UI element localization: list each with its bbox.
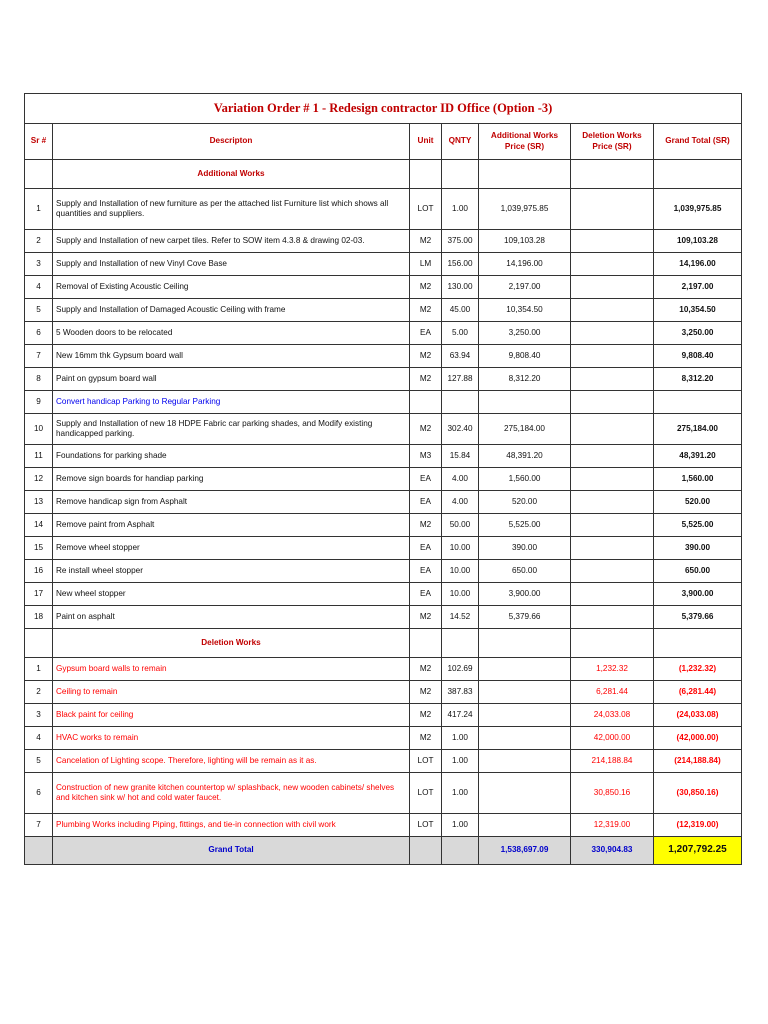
table-row — [25, 230, 742, 253]
row-unit: M2 — [410, 514, 442, 537]
row-additional-price: 390.00 — [479, 537, 571, 560]
table-row — [25, 322, 742, 345]
row-deletion-price — [571, 322, 654, 345]
row-additional-price — [479, 681, 571, 704]
document-title: Variation Order # 1 - Redesign contractor ID Office (Option -3) — [25, 94, 742, 124]
row-additional-price: 14,196.00 — [479, 253, 571, 276]
total-additional: 1,538,697.09 — [479, 837, 571, 865]
row-sr: 5 — [25, 299, 53, 322]
row-sr: 14 — [25, 514, 53, 537]
row-description: Cancelation of Lighting scope. Therefore, lighting will be remain as it as. — [53, 750, 410, 773]
row-qty: 1.00 — [442, 727, 479, 750]
row-deletion-price — [571, 253, 654, 276]
row-qty — [442, 391, 479, 414]
header-description: Descripton — [53, 124, 410, 160]
row-description: HVAC works to remain — [53, 727, 410, 750]
row-grand-total: 9,808.40 — [654, 345, 742, 368]
row-additional-price: 10,354.50 — [479, 299, 571, 322]
row-grand-total: 1,560.00 — [654, 468, 742, 491]
row-sr: 3 — [25, 704, 53, 727]
table-row — [25, 514, 742, 537]
row-grand-total: (214,188.84) — [654, 750, 742, 773]
row-grand-total: (24,033.08) — [654, 704, 742, 727]
header-sr: Sr # — [25, 124, 53, 160]
row-grand-total: 275,184.00 — [654, 414, 742, 445]
row-description: Supply and Installation of new 18 HDPE Fabric car parking shades, and Modify existing handicapped parking. — [53, 414, 410, 445]
row-additional-price: 5,379.66 — [479, 606, 571, 629]
header-deletion-price: Deletion Works Price (SR) — [571, 124, 654, 160]
row-unit: LM — [410, 253, 442, 276]
row-qty: 130.00 — [442, 276, 479, 299]
row-description: Paint on gypsum board wall — [53, 368, 410, 391]
row-sr: 1 — [25, 658, 53, 681]
table-row — [25, 814, 742, 837]
row-description: Plumbing Works including Piping, fittings, and tie-in connection with civil work — [53, 814, 410, 837]
table-row — [25, 189, 742, 230]
row-description: Remove handicap sign from Asphalt — [53, 491, 410, 514]
row-additional-price — [479, 773, 571, 814]
variation-order-table — [24, 93, 742, 865]
row-grand-total: 5,525.00 — [654, 514, 742, 537]
row-unit: EA — [410, 560, 442, 583]
row-unit: EA — [410, 468, 442, 491]
row-unit: LOT — [410, 773, 442, 814]
row-deletion-price — [571, 189, 654, 230]
table-row — [25, 491, 742, 514]
row-description: Supply and Installation of new carpet tiles. Refer to SOW item 4.3.8 & drawing 02-03. — [53, 230, 410, 253]
row-unit: M3 — [410, 445, 442, 468]
row-qty: 63.94 — [442, 345, 479, 368]
table-row — [25, 606, 742, 629]
row-qty: 1.00 — [442, 189, 479, 230]
row-qty: 375.00 — [442, 230, 479, 253]
row-unit: M2 — [410, 606, 442, 629]
row-description: Remove paint from Asphalt — [53, 514, 410, 537]
row-qty: 127.88 — [442, 368, 479, 391]
row-additional-price — [479, 658, 571, 681]
row-sr: 13 — [25, 491, 53, 514]
row-additional-price: 2,197.00 — [479, 276, 571, 299]
row-unit: M2 — [410, 727, 442, 750]
table-row — [25, 253, 742, 276]
table-row — [25, 468, 742, 491]
row-deletion-price: 6,281.44 — [571, 681, 654, 704]
row-sr: 2 — [25, 230, 53, 253]
table-row — [25, 391, 742, 414]
header-unit: Unit — [410, 124, 442, 160]
row-unit: M2 — [410, 704, 442, 727]
row-grand-total: 5,379.66 — [654, 606, 742, 629]
row-description: Remove wheel stopper — [53, 537, 410, 560]
row-additional-price: 8,312.20 — [479, 368, 571, 391]
row-unit: M2 — [410, 345, 442, 368]
row-sr: 7 — [25, 814, 53, 837]
title-row — [25, 94, 742, 124]
row-unit: M2 — [410, 276, 442, 299]
row-qty: 417.24 — [442, 704, 479, 727]
row-deletion-price — [571, 514, 654, 537]
row-qty: 15.84 — [442, 445, 479, 468]
row-sr: 4 — [25, 727, 53, 750]
table-row — [25, 750, 742, 773]
row-additional-price: 109,103.28 — [479, 230, 571, 253]
row-qty: 5.00 — [442, 322, 479, 345]
row-grand-total: (12,319.00) — [654, 814, 742, 837]
row-qty: 10.00 — [442, 583, 479, 606]
row-qty: 1.00 — [442, 814, 479, 837]
header-qnty: QNTY — [442, 124, 479, 160]
row-grand-total: 520.00 — [654, 491, 742, 514]
row-unit: M2 — [410, 658, 442, 681]
row-unit: EA — [410, 583, 442, 606]
row-sr: 5 — [25, 750, 53, 773]
row-additional-price: 275,184.00 — [479, 414, 571, 445]
row-grand-total: 3,900.00 — [654, 583, 742, 606]
row-description: Construction of new granite kitchen countertop w/ splashback, new wooden cabinets/ shelves and kitchen sink w/ hot and cold water faucet. — [53, 773, 410, 814]
section-deletion-works: Deletion Works — [53, 629, 410, 658]
row-grand-total: 8,312.20 — [654, 368, 742, 391]
row-sr: 16 — [25, 560, 53, 583]
header-additional-price: Additional Works Price (SR) — [479, 124, 571, 160]
row-additional-price: 9,808.40 — [479, 345, 571, 368]
row-sr: 9 — [25, 391, 53, 414]
row-deletion-price — [571, 560, 654, 583]
row-additional-price: 3,900.00 — [479, 583, 571, 606]
row-description: Black paint for ceiling — [53, 704, 410, 727]
row-additional-price — [479, 391, 571, 414]
table-row — [25, 704, 742, 727]
row-sr: 6 — [25, 773, 53, 814]
row-sr: 1 — [25, 189, 53, 230]
grand-total-label: Grand Total — [53, 837, 410, 865]
row-grand-total: 48,391.20 — [654, 445, 742, 468]
row-qty: 302.40 — [442, 414, 479, 445]
row-description: Ceiling to remain — [53, 681, 410, 704]
row-sr: 2 — [25, 681, 53, 704]
row-deletion-price: 12,319.00 — [571, 814, 654, 837]
row-qty: 1.00 — [442, 750, 479, 773]
row-grand-total: 14,196.00 — [654, 253, 742, 276]
row-qty: 4.00 — [442, 468, 479, 491]
row-grand-total: 3,250.00 — [654, 322, 742, 345]
row-additional-price — [479, 727, 571, 750]
row-sr: 3 — [25, 253, 53, 276]
row-sr: 8 — [25, 368, 53, 391]
row-description: Remove sign boards for handiap parking — [53, 468, 410, 491]
row-description: Convert handicap Parking to Regular Parking — [53, 391, 410, 414]
table-row — [25, 773, 742, 814]
row-qty: 1.00 — [442, 773, 479, 814]
row-unit: LOT — [410, 814, 442, 837]
row-grand-total: 650.00 — [654, 560, 742, 583]
row-unit: M2 — [410, 299, 442, 322]
row-grand-total: (1,232.32) — [654, 658, 742, 681]
row-qty: 14.52 — [442, 606, 479, 629]
row-description: Gypsum board walls to remain — [53, 658, 410, 681]
row-deletion-price — [571, 491, 654, 514]
row-deletion-price — [571, 414, 654, 445]
row-grand-total — [654, 391, 742, 414]
table-row — [25, 299, 742, 322]
row-deletion-price — [571, 391, 654, 414]
total-deletion: 330,904.83 — [571, 837, 654, 865]
row-description: Supply and Installation of new furniture as per the attached list Furniture list which shows all quantities and suppliers. — [53, 189, 410, 230]
section-deletion-row — [25, 629, 742, 658]
table-row — [25, 345, 742, 368]
section-additional-row — [25, 160, 742, 189]
row-description: Supply and Installation of Damaged Acoustic Ceiling with frame — [53, 299, 410, 322]
row-deletion-price — [571, 276, 654, 299]
row-additional-price — [479, 750, 571, 773]
row-description: Paint on asphalt — [53, 606, 410, 629]
table-row — [25, 414, 742, 445]
table-row — [25, 681, 742, 704]
row-qty: 156.00 — [442, 253, 479, 276]
row-description: Foundations for parking shade — [53, 445, 410, 468]
header-row — [25, 124, 742, 160]
table-row — [25, 727, 742, 750]
row-deletion-price — [571, 368, 654, 391]
row-unit: EA — [410, 491, 442, 514]
row-unit: M2 — [410, 368, 442, 391]
table-row — [25, 276, 742, 299]
row-additional-price: 1,560.00 — [479, 468, 571, 491]
row-additional-price — [479, 814, 571, 837]
row-unit: LOT — [410, 189, 442, 230]
table-row — [25, 560, 742, 583]
row-additional-price: 1,039,975.85 — [479, 189, 571, 230]
row-qty: 10.00 — [442, 537, 479, 560]
row-deletion-price — [571, 345, 654, 368]
row-sr: 15 — [25, 537, 53, 560]
row-deletion-price: 214,188.84 — [571, 750, 654, 773]
row-grand-total: 390.00 — [654, 537, 742, 560]
row-sr: 6 — [25, 322, 53, 345]
row-unit: EA — [410, 322, 442, 345]
row-grand-total: 10,354.50 — [654, 299, 742, 322]
row-description: Re install wheel stopper — [53, 560, 410, 583]
row-additional-price: 5,525.00 — [479, 514, 571, 537]
row-grand-total: 2,197.00 — [654, 276, 742, 299]
row-sr: 11 — [25, 445, 53, 468]
table-row — [25, 445, 742, 468]
row-grand-total: (6,281.44) — [654, 681, 742, 704]
row-qty: 50.00 — [442, 514, 479, 537]
row-sr: 10 — [25, 414, 53, 445]
row-description: New wheel stopper — [53, 583, 410, 606]
section-additional-works: Additional Works — [53, 160, 410, 189]
row-deletion-price: 1,232.32 — [571, 658, 654, 681]
row-sr: 18 — [25, 606, 53, 629]
row-qty: 387.83 — [442, 681, 479, 704]
row-additional-price: 48,391.20 — [479, 445, 571, 468]
table-row — [25, 537, 742, 560]
row-grand-total: 1,039,975.85 — [654, 189, 742, 230]
row-unit: EA — [410, 537, 442, 560]
row-deletion-price — [571, 299, 654, 322]
row-additional-price: 650.00 — [479, 560, 571, 583]
row-deletion-price: 42,000.00 — [571, 727, 654, 750]
row-qty: 4.00 — [442, 491, 479, 514]
row-additional-price — [479, 704, 571, 727]
row-deletion-price — [571, 445, 654, 468]
row-deletion-price — [571, 583, 654, 606]
row-grand-total: 109,103.28 — [654, 230, 742, 253]
row-sr: 17 — [25, 583, 53, 606]
row-additional-price: 3,250.00 — [479, 322, 571, 345]
row-deletion-price: 24,033.08 — [571, 704, 654, 727]
row-unit: M2 — [410, 414, 442, 445]
header-grand-total: Grand Total (SR) — [654, 124, 742, 160]
row-deletion-price — [571, 468, 654, 491]
row-sr: 4 — [25, 276, 53, 299]
grand-total-row — [25, 837, 742, 865]
row-description: Supply and Installation of new Vinyl Cove Base — [53, 253, 410, 276]
table-row — [25, 583, 742, 606]
row-additional-price: 520.00 — [479, 491, 571, 514]
row-deletion-price — [571, 606, 654, 629]
row-sr: 7 — [25, 345, 53, 368]
row-unit: M2 — [410, 681, 442, 704]
row-unit: M2 — [410, 230, 442, 253]
row-deletion-price: 30,850.16 — [571, 773, 654, 814]
row-grand-total: (42,000.00) — [654, 727, 742, 750]
row-qty: 102.69 — [442, 658, 479, 681]
table-row — [25, 658, 742, 681]
total-grand: 1,207,792.25 — [654, 837, 742, 865]
row-sr: 12 — [25, 468, 53, 491]
row-description: New 16mm thk Gypsum board wall — [53, 345, 410, 368]
row-unit — [410, 391, 442, 414]
row-unit: LOT — [410, 750, 442, 773]
row-deletion-price — [571, 230, 654, 253]
row-grand-total: (30,850.16) — [654, 773, 742, 814]
table-row — [25, 368, 742, 391]
row-qty: 45.00 — [442, 299, 479, 322]
row-description: Removal of Existing Acoustic Ceiling — [53, 276, 410, 299]
row-description: 5 Wooden doors to be relocated — [53, 322, 410, 345]
row-qty: 10.00 — [442, 560, 479, 583]
row-deletion-price — [571, 537, 654, 560]
